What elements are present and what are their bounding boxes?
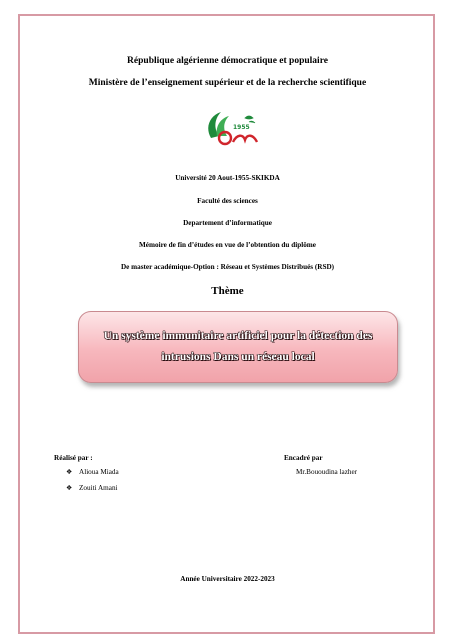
memoire-line-1: Mémoire de fin d’études en vue de l’obtention du diplôme [139,241,316,249]
academic-year: Année Universitaire 2022-2023 [180,575,275,583]
realise-label: Réalisé par : [54,454,93,462]
student-item [66,484,118,492]
faculty-name: Faculté des sciences [197,197,258,205]
supervisor-name: Mr.Bououdina lazher [296,468,358,476]
student-name: Zouiti Amani [79,484,118,492]
ministry-heading: Ministère de l’enseignement supérieur et de la recherche scientifique [88,78,367,88]
university-name: Université 20 Aout-1955-SKIKDA [175,174,280,182]
diamond-bullet-icon: ❖ [66,484,73,492]
student-name: Alioua Miada [79,468,119,476]
theme-box [78,311,398,383]
diamond-bullet-icon: ❖ [66,468,73,476]
encadre-label: Encadré par [284,454,323,462]
memoire-line-2: De master académique-Option : Réseau et Systèmes Distribués (RSD) [120,263,335,271]
republic-heading: République algérienne démocratique et populaire [127,56,328,66]
logo-year: 1955 [233,124,250,131]
theme-title: Un système immunitaire artificiel pour la détection des intrusions Dans un réseau local [103,330,373,363]
university-logo-icon [203,108,261,148]
theme-label: Thème [211,285,244,297]
student-item [66,468,119,476]
department-name: Departement d’informatique [183,219,272,227]
